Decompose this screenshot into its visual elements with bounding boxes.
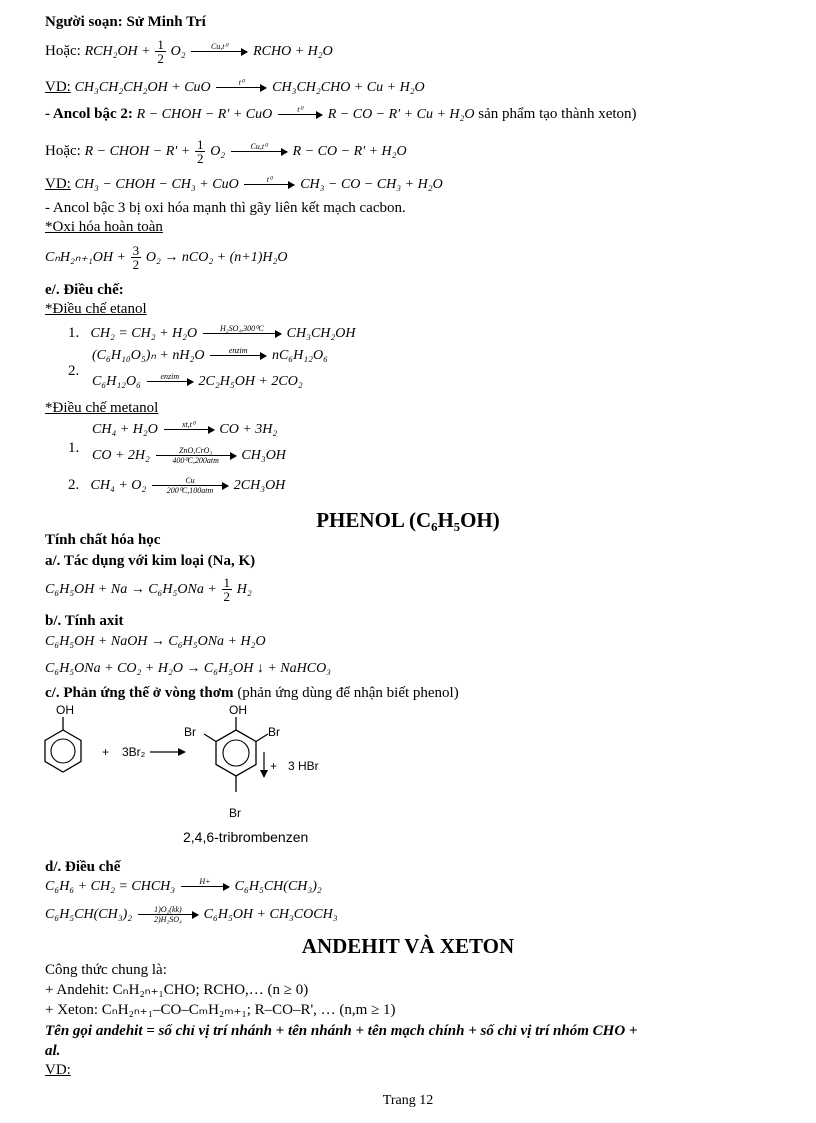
oxidation-eq-1 (45, 38, 333, 65)
ketone-formula: + Xeton: CₙH₂ₙ₊₁–CO–CₘH₂ₘ₊₁; R–CO–R', … (n,m ≥ 1) (45, 1002, 396, 1018)
metal-reaction-heading: a/. Tác dụng với kim loại (Na, K) (45, 553, 256, 569)
ethanol-eq-2b (92, 372, 303, 391)
ethanol-eq-2a (92, 346, 328, 365)
complete-oxidation-eq (45, 244, 288, 271)
arrow-condition: Cu,t⁰ (210, 42, 228, 51)
page-number: Trang 12 (382, 1093, 434, 1108)
oh-label-1: OH (56, 703, 74, 717)
plus-1: + (102, 745, 110, 759)
frac-num: 1 (223, 575, 231, 590)
oh-label-2: OH (229, 703, 247, 717)
eq2-left: R − CHOH − R' + (84, 143, 191, 159)
acidity-eq-1: C₆H₅OH + NaOH → C₆H₅ONa + H₂O (45, 634, 266, 649)
product-name: 2,4,6-tribrombenzen (183, 829, 309, 845)
arrow-condition: H+ (199, 877, 211, 887)
et2a-right: nC₆H₁₂O₆ (271, 348, 328, 363)
arrow-condition: t⁰ (297, 105, 303, 115)
me1b-left: CO + 2H₂ (92, 448, 150, 463)
plus-2: + (270, 759, 278, 773)
arrow-condition-bottom: 2)H₂SO₄ (154, 915, 182, 925)
ethanol-heading: *Điều chế etanol (45, 301, 147, 317)
et2b-right: 2C₂H₅OH + 2CO₂ (198, 374, 303, 389)
eq1-right: RCHO + H₂O (253, 43, 333, 59)
hbr-product: 3 HBr (288, 759, 319, 773)
aldehyde-ketone-title: ANDEHIT VÀ XETON (301, 934, 515, 958)
me2-left: CH₄ + O₂ (90, 478, 147, 493)
vd1-left: CH₃CH₂CH₂OH + CuO (74, 80, 211, 95)
example-label: VD: (45, 1062, 71, 1078)
frac-den: 2 (196, 151, 204, 166)
hoac-label: Hoặc: (45, 142, 81, 159)
a-fraction (222, 576, 233, 603)
frac-num: 1 (196, 137, 204, 152)
arrow-condition: enzim (160, 372, 180, 382)
vd1-right: CH₃CH₂CHO + Cu + H₂O (272, 80, 425, 95)
bromination-diagram (0, 700, 816, 850)
reaction-arrow (138, 905, 198, 924)
oxi-right: O₂ → nCO₂ + (n+1)H₂O (145, 249, 288, 265)
reaction-arrow (278, 105, 322, 124)
phenol-na-eq (45, 576, 252, 603)
et1-left: CH₂ = CH₂ + H₂O (90, 326, 198, 341)
br-bottom: Br (229, 806, 241, 820)
arrow-condition: ZnO,CrO₃ (179, 446, 213, 456)
et2b-left: C₆H₁₂O₆ (92, 374, 142, 389)
a-right: H₂ (236, 581, 252, 597)
reaction-arrow (203, 324, 281, 343)
substitution-note: (phản ứng dùng để nhận biết phenol) (237, 685, 459, 701)
methanol-eq-2 (68, 476, 285, 495)
arrow-right-icon (150, 748, 186, 756)
me1b-right: CH₃OH (241, 448, 286, 463)
arrow-condition: t⁰ (266, 175, 273, 185)
br-left: Br (184, 725, 196, 739)
d1-left: C₆H₆ + CH₂ = CHCH₃ (45, 879, 176, 894)
phenol-preparation-heading: d/. Điều chế (45, 859, 121, 875)
frac-den: 2 (132, 257, 140, 272)
arrow-condition: 1)O₂(kk) (154, 905, 182, 915)
oxi-left: CₙH₂ₙ₊₁OH + (45, 249, 126, 265)
me1a-left: CH₄ + H₂O (92, 422, 158, 437)
reaction-arrow (216, 78, 266, 97)
d2-right: C₆H₅OH + CH₃COCH₃ (203, 907, 338, 922)
frac-num: 3 (132, 243, 140, 258)
reaction-arrow (164, 420, 214, 439)
eq2-fraction (195, 138, 206, 165)
reaction-arrow (147, 372, 193, 391)
example-eq-1 (45, 78, 425, 97)
cumene-oxidation-eq (45, 905, 338, 924)
reaction-arrow (156, 446, 236, 465)
author-line: Người soạn: Sử Minh Trí (45, 14, 206, 30)
phenol-ring (45, 717, 81, 772)
vd2-left: CH₃ − CHOH − CH₃ + CuO (74, 177, 239, 192)
methanol-eq-1a (92, 420, 277, 439)
me1a-right: CO + 3H₂ (219, 422, 278, 437)
tribromophenol-ring (204, 717, 268, 792)
bac2-label: - Ancol bậc 2: (45, 106, 133, 122)
bac2-left: R − CHOH − R' + CuO (136, 107, 273, 122)
arrow-condition-bottom: 400⁰C,200atm (172, 456, 219, 466)
reaction-arrow (210, 346, 266, 365)
frac-den: 2 (223, 589, 231, 604)
d1-right: C₆H₅CH(CH₃)₂ (234, 879, 322, 894)
arrow-condition: t⁰ (238, 78, 245, 88)
reaction-arrow (191, 42, 247, 61)
et1-right: CH₃CH₂OH (286, 326, 356, 341)
eq1-fraction (155, 38, 166, 65)
eq1-left: RCH₂OH + (84, 43, 151, 59)
reaction-arrow (152, 476, 228, 495)
vd2-right: CH₃ − CO − CH₃ + H₂O (300, 177, 443, 192)
methanol-heading: *Điều chế metanol (45, 400, 159, 416)
eq2-right: R − CO − R' + H₂O (292, 143, 407, 159)
phenol-title: PHENOL (C₆H₅OH) (316, 508, 500, 532)
a-left: C₆H₅OH + Na → C₆H₅ONa + (45, 581, 217, 597)
reaction-arrow (181, 877, 229, 896)
arrow-condition: xt,t⁰ (182, 420, 196, 430)
arrow-condition: Cu (185, 476, 195, 486)
oxi-fraction (131, 244, 142, 271)
reaction-arrow (231, 142, 287, 161)
ethanol-eq-1 (68, 324, 355, 343)
arrow-condition-bottom: 200⁰C,100atm (166, 486, 214, 496)
arrow-condition: H₂SO₄,300⁰C (220, 324, 264, 334)
me2-right: 2CH₃OH (233, 478, 286, 493)
preparation-heading: e/. Điều chế: (45, 282, 124, 298)
vd-label: VD: (45, 176, 71, 192)
cumene-eq (45, 877, 322, 896)
reaction-arrow (244, 175, 294, 194)
frac-den: 2 (157, 51, 164, 66)
secondary-alcohol-eq (45, 105, 637, 124)
aldehyde-formula: + Andehit: CₙH₂ₙ₊₁CHO; RCHO,… (n ≥ 0) (45, 982, 309, 998)
naming-rule-line-1: Tên gọi andehit = số chỉ vị trí nhánh + tên nhánh + tên mạch chính + số chỉ vị trí nhóm CHO + (45, 1023, 638, 1039)
tertiary-alcohol-note: - Ancol bậc 3 bị oxi hóa mạnh thì gãy liên kết mạch cacbon. (45, 200, 406, 216)
arrow-condition: enzim (228, 346, 248, 356)
br2-reagent: 3Br₂ (122, 745, 146, 759)
item-number: 1. (68, 325, 80, 341)
br-right: Br (268, 725, 280, 739)
et2a-left: (C₆H₁₀O₅)ₙ + nH₂O (92, 348, 205, 363)
substitution-heading: c/. Phản ứng thế ở vòng thơm (45, 685, 234, 701)
arrow-condition: Cu,t⁰ (250, 142, 268, 151)
methanol-eq-1b (92, 446, 286, 465)
frac-num: 1 (157, 37, 164, 52)
eq2-o2: O₂ (210, 143, 226, 159)
item-number: 2. (68, 477, 80, 493)
vd-label: VD: (45, 79, 71, 95)
bac2-right: R − CO − R' + Cu + H₂O (327, 107, 475, 122)
item-number: 2. (68, 363, 80, 379)
acidity-heading: b/. Tính axit (45, 613, 124, 629)
complete-oxidation-heading: *Oxi hóa hoàn toàn (45, 219, 163, 235)
naming-rule-line-2: al. (45, 1043, 61, 1059)
example-eq-2 (45, 175, 443, 194)
d2-left: C₆H₅CH(CH₃)₂ (45, 907, 133, 922)
acidity-eq-2: C₆H₅ONa + CO₂ + H₂O → C₆H₅OH ↓ + NaHCO₃ (45, 661, 332, 676)
bac2-note: sản phẩm tạo thành xeton) (478, 106, 637, 122)
precipitate-arrow-icon (260, 752, 268, 778)
general-formula-label: Công thức chung là: (45, 962, 167, 978)
oxidation-eq-2 (45, 138, 407, 165)
eq1-o2: O₂ (170, 43, 186, 59)
hoac-label: Hoặc: (45, 42, 81, 59)
item-number: 1. (68, 440, 80, 456)
chemical-properties-heading: Tính chất hóa học (45, 532, 161, 548)
